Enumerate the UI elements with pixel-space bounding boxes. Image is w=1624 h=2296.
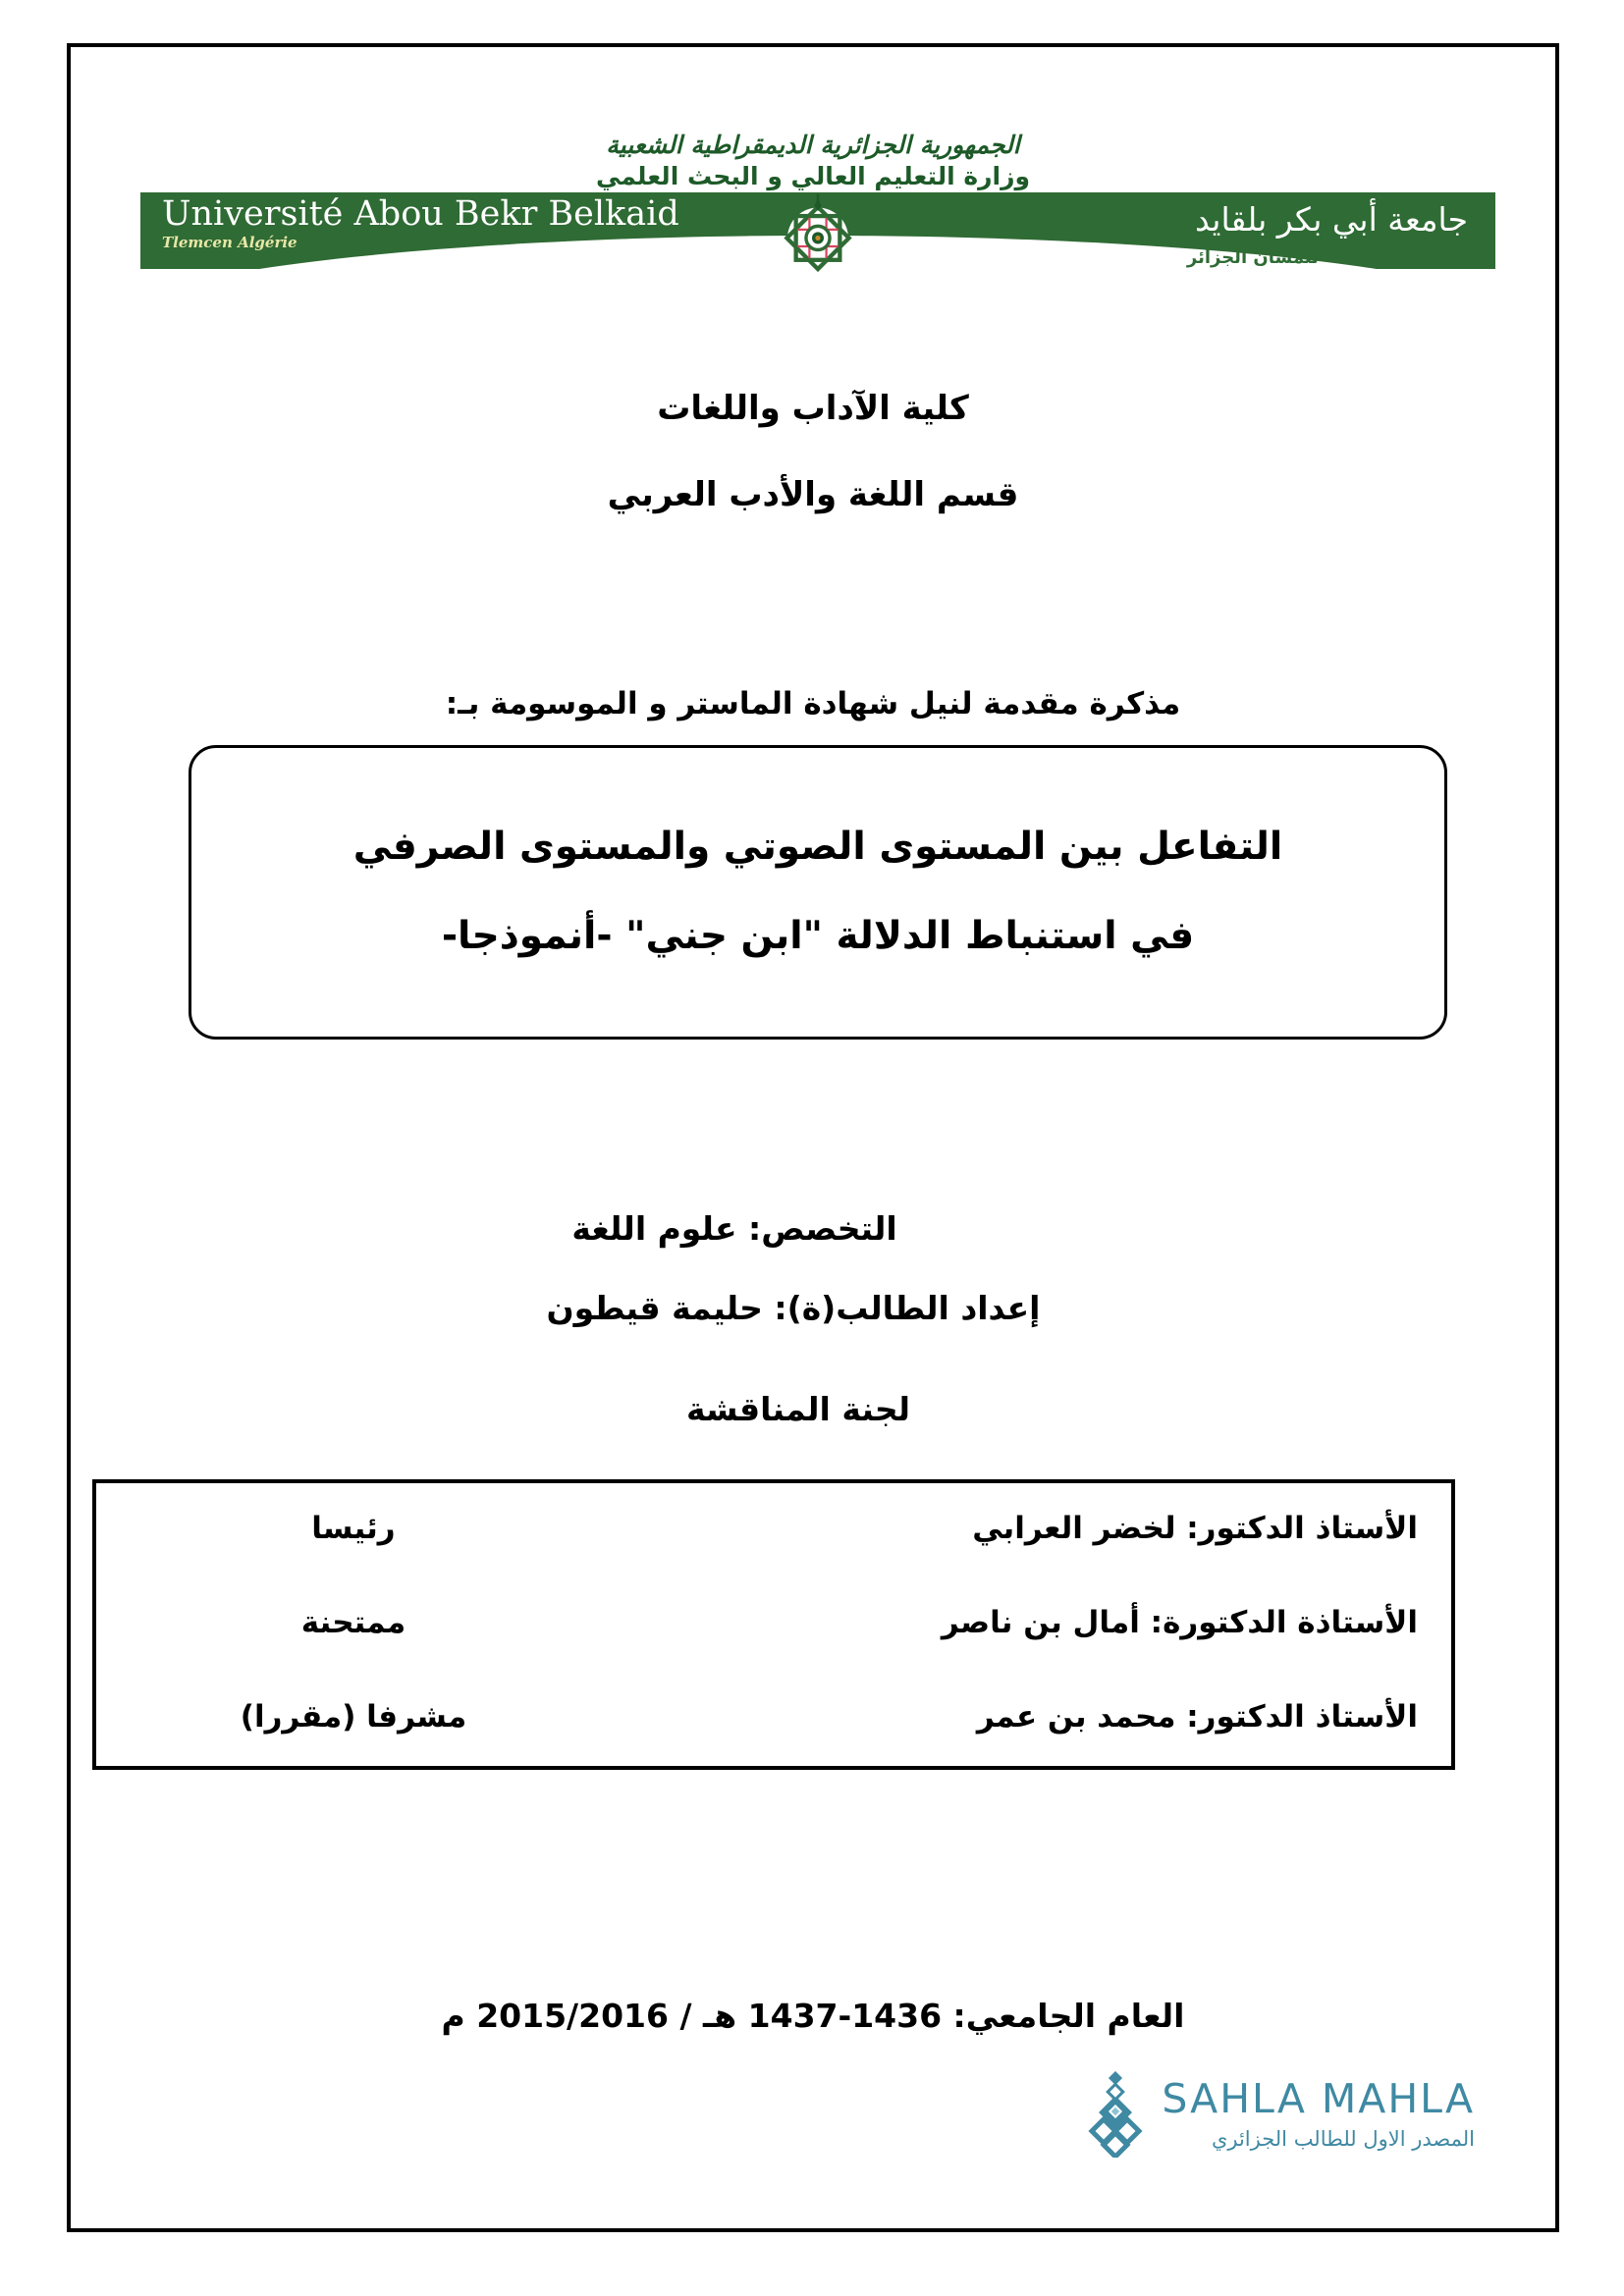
ministry-line: وزارة التعليم العالي و البحث العلمي [595, 162, 1031, 191]
committee-table [92, 1479, 1455, 1770]
university-city-fr: Tlemcen Algérie [162, 233, 298, 251]
republic-line: الجمهورية الجزائرية الديمقراطية الشعبية [606, 131, 1020, 159]
ministry-header [67, 130, 1559, 193]
thesis-meta-block [67, 1209, 1559, 1327]
table-row [94, 1577, 1453, 1672]
committee-member-name: الأستاذ الدكتور: لخضر العرابي [972, 1511, 1418, 1546]
department-name: قسم اللغة والأدب العربي [607, 475, 1019, 514]
committee-member-name: الأستاذ الدكتور: محمد بن عمر [976, 1699, 1418, 1735]
university-city-ar: تلمسان الجزائر [1186, 247, 1319, 268]
thesis-title-line-1: التفاعل بين المستوى الصوتي والمستوى الصرفي [352, 825, 1283, 870]
table-row [94, 1672, 1453, 1768]
committee-member-role: مشرفا (مقررا) [240, 1699, 467, 1735]
university-name-ar: جامعة أبي بكر بلقايد [1194, 200, 1468, 239]
thesis-title-line-2: في استنباط الدلالة "ابن جني" -أنموذجا- [441, 914, 1195, 958]
sahla-mahla-diamond-icon [1079, 2071, 1152, 2158]
academic-year: العام الجامعي: 1436-1437 هـ / 2015/2016 م [441, 1997, 1185, 2035]
committee-heading: لجنة المناقشة [685, 1390, 911, 1428]
faculty-block [67, 389, 1559, 561]
author-line: إعداد الطالب(ة): حليمة قيطون [546, 1289, 1041, 1327]
thesis-title-box [189, 745, 1447, 1040]
watermark-brand-name: SAHLA MAHLA [1162, 2074, 1475, 2122]
specialization-line: التخصص: علوم اللغة [571, 1209, 897, 1248]
university-name-fr: Université Abou Bekr Belkaid [162, 194, 679, 234]
watermark-tagline: المصدر الاول للطالب الجزائري [1211, 2126, 1475, 2151]
committee-member-name: الأستاذة الدكتورة: أمال بن ناصر [941, 1605, 1418, 1640]
watermark-text-block [1162, 2074, 1475, 2151]
submission-note: مذكرة مقدمة لنيل شهادة الماستر و الموسومة بـ: [445, 686, 1181, 721]
committee-member-role: رئيسا [311, 1511, 396, 1546]
watermark-logo [1079, 2071, 1475, 2158]
university-banner [140, 192, 1495, 269]
faculty-name: كلية الآداب واللغات [657, 389, 969, 428]
committee-member-role: ممتحنة [300, 1605, 406, 1640]
banner-french-block [162, 196, 679, 251]
university-seal-icon [776, 192, 860, 277]
table-row [94, 1481, 1453, 1577]
page-content [67, 43, 1559, 2232]
